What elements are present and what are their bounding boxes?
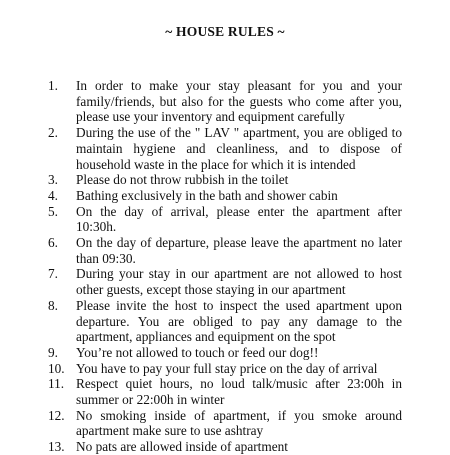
rule-text: Please invite the host to inspect the used apartment upon departure. You are obliged to pay any damage to the apartment, appliances and equipment on the spot: [76, 297, 402, 345]
rule-item: [48, 408, 402, 439]
rule-item: [48, 188, 402, 204]
rule-text: No smoking inside of apartment, if you smoke around apartment make sure to use ashtray: [76, 407, 402, 439]
rule-number: 11.: [48, 376, 65, 392]
rule-item: [48, 361, 402, 377]
house-rules-list: [48, 78, 402, 455]
rule-text: During the use of the " LAV " apartment, you are obliged to maintain hygiene and cleanliness, and to dispose of household waste in the place for which it is intended: [76, 125, 402, 172]
rule-item: [48, 345, 402, 361]
rule-text: On the day of departure, please leave the apartment no later than 09:30.: [76, 235, 402, 266]
rule-number: 4.: [48, 187, 58, 203]
rule-text: During your stay in our apartment are not allowed to host other guests, except those staying in our apartment: [76, 266, 402, 298]
rule-item: [48, 376, 402, 407]
rule-text: On the day of arrival, please enter the apartment after 10:30h.: [76, 203, 402, 235]
rule-item: [48, 266, 402, 297]
rule-item: [48, 78, 402, 125]
rule-item: [48, 204, 402, 235]
rule-item: [48, 235, 402, 266]
rule-number: 2.: [48, 125, 58, 141]
rule-item: [48, 172, 402, 188]
rule-text: In order to make your stay pleasant for you and your family/friends, but also for the guests who come after you, please use your inventory and equipment carefully: [76, 78, 402, 125]
rule-number: 10.: [48, 360, 65, 376]
rule-text: Respect quiet hours, no loud talk/music after 23:00h in summer or 22:00h in winter: [76, 376, 402, 408]
rule-number: 8.: [48, 297, 58, 313]
rule-number: 9.: [48, 344, 58, 360]
rule-text: You’re not allowed to touch or feed our dog!!: [76, 344, 319, 360]
rule-item: [48, 439, 402, 455]
rule-number: 12.: [48, 407, 65, 423]
document-title: ~ HOUSE RULES ~: [165, 24, 285, 39]
rule-number: 1.: [48, 78, 58, 93]
rule-number: 3.: [48, 172, 58, 188]
rule-number: 6.: [48, 235, 58, 251]
rule-text: You have to pay your full stay price on the day of arrival: [76, 360, 378, 376]
rule-text: Please do not throw rubbish in the toilet: [76, 172, 289, 188]
rule-number: 7.: [48, 266, 58, 282]
rule-text: Bathing exclusively in the bath and shower cabin: [76, 187, 338, 203]
rule-item: [48, 125, 402, 172]
rule-number: 13.: [48, 439, 65, 455]
rule-item: [48, 298, 402, 345]
rule-text: No pats are allowed inside of apartment: [76, 439, 288, 455]
rule-number: 5.: [48, 203, 58, 219]
